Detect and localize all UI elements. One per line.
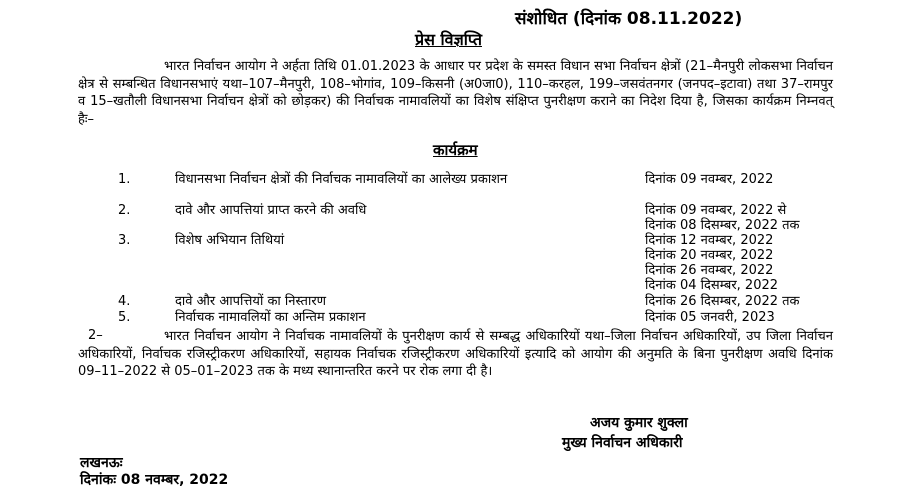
programme-description: विधानसभा निर्वाचन क्षेत्रों की निर्वाचक नामावलियों का आलेख्य प्रकाशन <box>175 172 508 187</box>
programme-description: दावे और आपत्तियों का निस्तारण <box>175 294 327 309</box>
programme-date: दिनांक 09 नवम्बर, 2022 से <box>645 203 787 218</box>
second-paragraph <box>78 328 833 381</box>
programme-date: दिनांक 04 दिसम्बर, 2022 <box>645 278 779 293</box>
programme-date: दिनांक 08 दिसम्बर, 2022 तक <box>645 218 800 233</box>
programme-number: 2. <box>118 203 131 218</box>
programme-number: 5. <box>118 310 131 325</box>
programme-number: 3. <box>118 233 131 248</box>
programme-date: दिनांक 26 दिसम्बर, 2022 तक <box>645 294 800 309</box>
programme-description: दावे और आपत्तियां प्राप्त करने की अवधि <box>175 203 367 218</box>
issue-date: दिनांकः 08 नवम्बर, 2022 <box>80 472 229 488</box>
programme-date: दिनांक 20 नवम्बर, 2022 <box>645 248 774 263</box>
signatory-designation: मुख्य निर्वाचन अधिकारी <box>562 435 683 451</box>
programme-number: 4. <box>118 294 131 309</box>
intro-paragraph <box>78 58 833 128</box>
press-release-title: प्रेस विज्ञप्ति <box>415 30 482 49</box>
programme-date: दिनांक 09 नवम्बर, 2022 <box>645 172 774 187</box>
programme-date: दिनांक 26 नवम्बर, 2022 <box>645 263 774 278</box>
intro-paragraph-text: भारत निर्वाचन आयोग ने अर्हता तिथि 01.01.2023 के आधार पर प्रदेश के समस्त विधान सभा निर्वाचन क्षेत्रों (21–मैनपुरी लोकसभा निर्वाचन क्षेत्र से सम्बन्धित विधानसभाएं यथा–107–मैनपुरी, 108–भोगांव, 109–किसनी (अ0जा0), 110–करहल, 199–जसवंतनगर (जनपद–इटावा) तथा 37–रामपुर व 15–खतौली विधानसभा निर्वाचन क्षेत्रों को छोड़कर) की निर्वाचक नामावलियों का विशेष संक्षिप्त पुनरीक्षण कराने का निदेश दिया है, जिसका कार्यक्रम निम्नवत् हैः– <box>78 59 833 127</box>
signatory-name: अजय कुमार शुक्ला <box>590 415 688 431</box>
programme-heading: कार्यक्रम <box>433 141 478 159</box>
paragraph-number: 2– <box>88 328 103 343</box>
second-paragraph-text: भारत निर्वाचन आयोग ने निर्वाचक नामावलियों के पुनरीक्षण कार्य से सम्बद्ध अधिकारियों यथा–जिला निर्वाचन अधिकारियों, उप जिला निर्वाचन अधिकारियों, निर्वाचक रजिस्ट्रीकरण अधिकारियों, सहायक निर्वाचक रजिस्ट्रीकरण अधिकारियों इत्यादि को आयोग की अनुमति के बिना पुनरीक्षण अवधि दिनांक 09–11–2022 से 05–01–2023 तक के मध्य स्थानान्तरित करने पर रोक लगा दी है। <box>78 329 833 379</box>
programme-number: 1. <box>118 172 131 187</box>
programme-description: विशेष अभियान तिथियां <box>175 233 285 248</box>
place-label: लखनऊः <box>80 455 123 471</box>
revised-date-header: संशोधित (दिनांक 08.11.2022) <box>515 9 743 29</box>
programme-date: दिनांक 05 जनवरी, 2023 <box>645 310 775 325</box>
programme-description: निर्वाचक नामावलियों का अन्तिम प्रकाशन <box>175 310 366 325</box>
programme-date: दिनांक 12 नवम्बर, 2022 <box>645 233 774 248</box>
